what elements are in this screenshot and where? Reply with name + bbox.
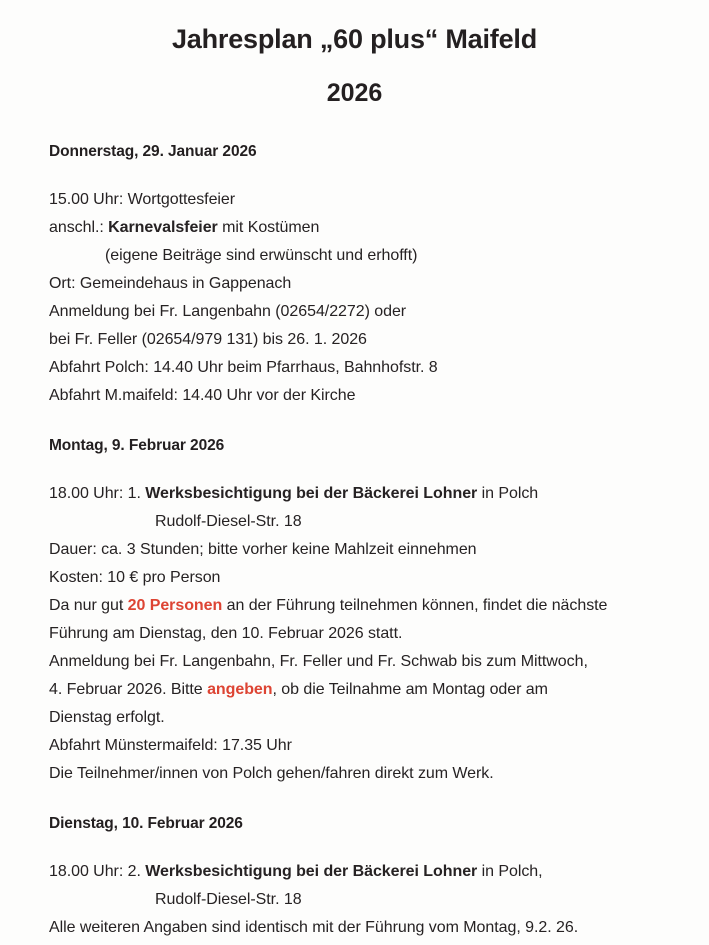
schedule-line [49,564,689,592]
schedule-line [49,648,689,676]
schedule-line [49,480,689,508]
line-text: Die Teilnehmer/innen von Polch gehen/fahren direkt zum Werk. [49,765,494,782]
line-text: anschl.: [49,219,109,236]
schedule-line [49,732,689,760]
line-text: Kosten: 10 € pro Person [49,569,221,586]
emphasis-highlight: 20 Personen [127,597,223,614]
line-text: Abfahrt Münstermaifeld: 17.35 Uhr [49,737,292,754]
line-text: (eigene Beiträge sind erwünscht und erhofft) [105,247,418,264]
line-text: Rudolf-Diesel-Str. 18 [155,891,302,908]
line-text: 4. Februar 2026. Bitte [49,681,208,698]
schedule-line [49,886,689,914]
schedule-line [49,298,689,326]
line-text: Anmeldung bei Fr. Langenbahn (02654/2272) oder [49,303,407,320]
schedule-line [49,620,689,648]
schedule-line [49,354,689,382]
line-text: Führung am Dienstag, den 10. Februar 2026 statt. [49,625,403,642]
line-text: Abfahrt M.maifeld: 14.40 Uhr vor der Kirche [49,387,356,404]
page-title: Jahresplan „60 plus“ Maifeld [171,24,538,54]
line-text: an der Führung teilnehmen können, findet die nächste [222,597,608,614]
line-text: bei Fr. Feller (02654/979 131) bis 26. 1. 2026 [49,331,367,348]
schedule-line [49,382,689,410]
line-text: Da nur gut [49,597,128,614]
line-text: Dienstag erfolgt. [49,709,165,726]
document-body [0,106,709,942]
line-text: Alle weiteren Angaben sind identisch mit der Führung vom Montag, 9.2. 26. [49,919,579,936]
line-text: Abfahrt Polch: 14.40 Uhr beim Pfarrhaus, Bahnhofstr. 8 [49,359,438,376]
schedule-line [49,242,689,270]
schedule-line [49,704,689,732]
schedule-line [49,592,689,620]
line-text: 15.00 Uhr: Wortgottesfeier [49,191,236,208]
schedule-section [49,138,689,410]
schedule-line [49,858,689,886]
emphasis-bold: Werksbesichtigung bei der Bäckerei Lohner [145,863,478,880]
schedule-line [49,536,689,564]
schedule-line [49,186,689,214]
line-text: Dauer: ca. 3 Stunden; bitte vorher keine Mahlzeit einnehmen [49,541,477,558]
line-text: in Polch, [477,863,543,880]
emphasis-bold: Karnevalsfeier [108,219,218,236]
schedule-line [49,676,689,704]
emphasis-highlight: angeben [207,681,273,698]
schedule-line [49,914,689,942]
schedule-line [49,214,689,242]
line-text: 18.00 Uhr: 2. [49,863,146,880]
line-text: in Polch [477,485,539,502]
schedule-section [49,810,689,942]
schedule-line [49,760,689,788]
line-text: Anmeldung bei Fr. Langenbahn, Fr. Feller und Fr. Schwab bis zum Mittwoch, [49,653,588,670]
section-date-heading: Dienstag, 10. Februar 2026 [49,815,243,832]
line-text: Ort: Gemeindehaus in Gappenach [49,275,292,292]
schedule-line [49,270,689,298]
line-text: Rudolf-Diesel-Str. 18 [155,513,302,530]
line-text: 18.00 Uhr: 1. [49,485,146,502]
schedule-section [49,432,689,788]
page-subtitle-year: 2026 [326,79,383,107]
section-date-heading: Montag, 9. Februar 2026 [49,437,225,454]
emphasis-bold: Werksbesichtigung bei der Bäckerei Lohner [145,485,478,502]
section-date-heading: Donnerstag, 29. Januar 2026 [49,143,257,160]
schedule-line [49,326,689,354]
line-text: mit Kostümen [217,219,320,236]
schedule-line [49,508,689,536]
line-text: , ob die Teilnahme am Montag oder am [272,681,548,698]
